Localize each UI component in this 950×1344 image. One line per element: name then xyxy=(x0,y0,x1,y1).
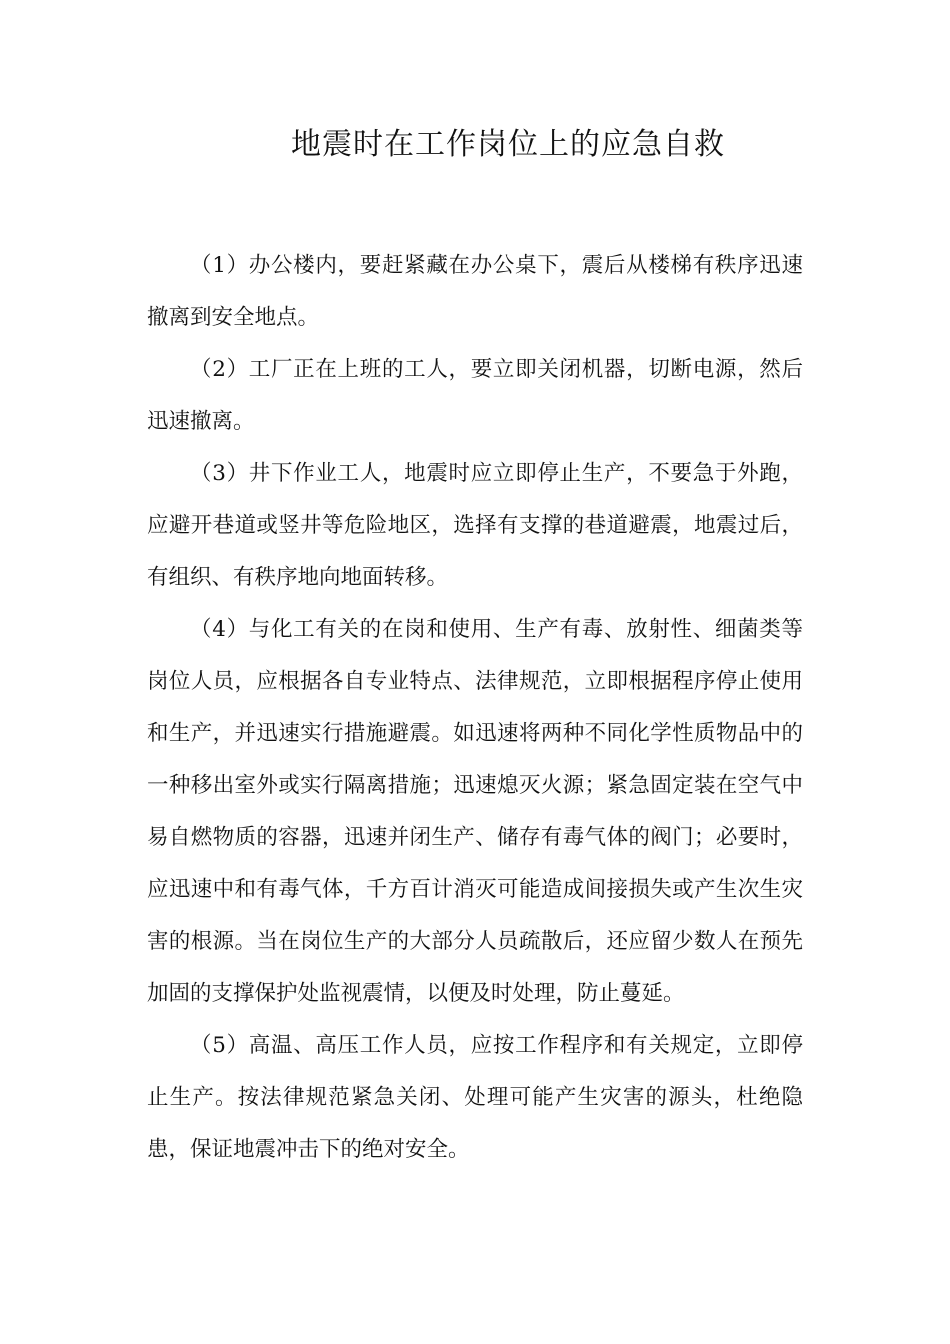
paragraph-2: （2）工厂正在上班的工人，要立即关闭机器，切断电源，然后迅速撤离。 xyxy=(147,357,803,434)
document-title: 地震时在工作岗位上的应急自救 xyxy=(291,127,725,162)
document-body xyxy=(147,240,803,1176)
paragraph-3: （3）井下作业工人，地震时应立即停止生产，不要急于外跑，应避开巷道或竖井等危险地区，选择有支撑的巷道避震，地震过后，有组织、有秩序地向地面转移。 xyxy=(147,461,803,590)
paragraph-4: （4）与化工有关的在岗和使用、生产有毒、放射性、细菌类等岗位人员，应根据各自专业特点、法律规范，立即根据程序停止使用和生产，并迅速实行措施避震。如迅速将两种不同化学性质物品中的一种移出室外或实行隔离措施；迅速熄灭火源；紧急固定装在空气中易自燃物质的容器，迅速并闭生产、储存有毒气体的阀门；必要时，应迅速中和有毒气体，千方百计消灭可能造成间接损失或产生次生灾害的根源。当在岗位生产的大部分人员疏散后，还应留少数人在预先加固的支撑保护处监视震情，以便及时处理，防止蔓延。 xyxy=(147,617,803,1006)
paragraph-5: （5）高温、高压工作人员，应按工作程序和有关规定，立即停止生产。按法律规范紧急关闭、处理可能产生灾害的源头，杜绝隐患，保证地震冲击下的绝对安全。 xyxy=(147,1033,803,1162)
paragraph-1: （1）办公楼内，要赶紧藏在办公桌下，震后从楼梯有秩序迅速撤离到安全地点。 xyxy=(147,253,803,330)
